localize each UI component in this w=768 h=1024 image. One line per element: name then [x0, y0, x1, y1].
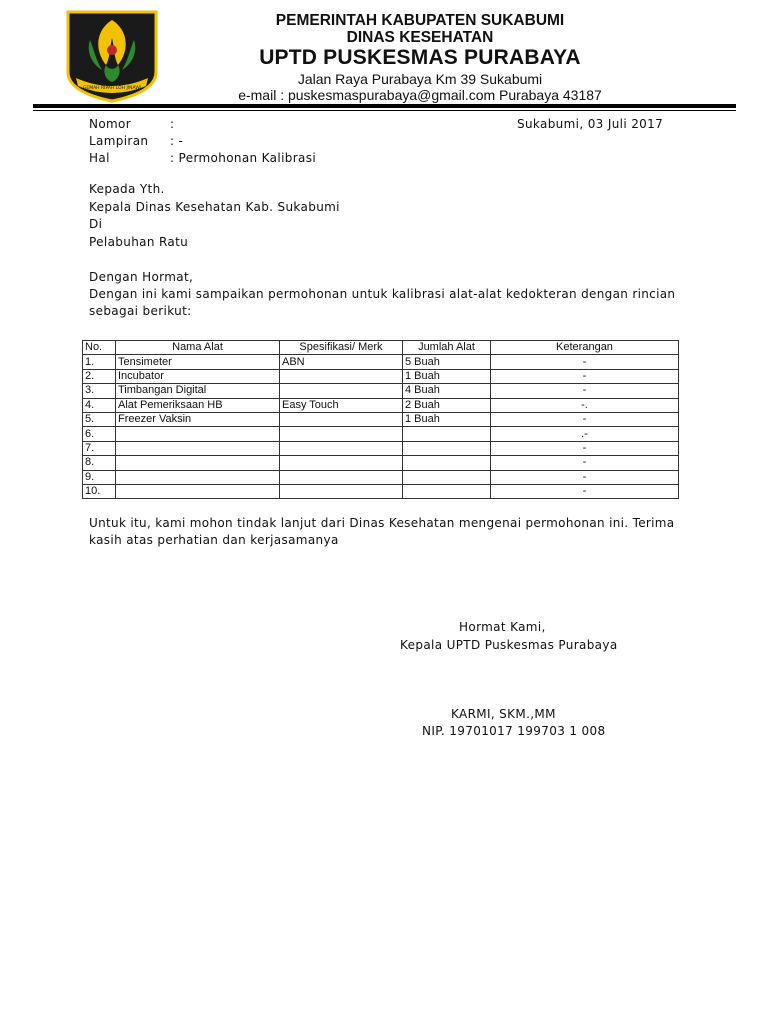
table-row — [83, 412, 679, 426]
closing-line-2: kasih atas perhatian dan kerjasamanya — [89, 533, 339, 547]
nomor-label: Nomor — [89, 117, 132, 131]
cell-keterangan: - — [491, 412, 679, 426]
logo-motto: GEMAH RIPAH LOH JINAWI — [82, 86, 142, 91]
table-row — [83, 456, 679, 470]
cell-no: 7. — [83, 441, 116, 455]
cell-nama-alat — [116, 441, 280, 455]
closing-line-1: Untuk itu, kami mohon tindak lanjut dari Dinas Kesehatan mengenai permohonan ini. Terima — [89, 516, 675, 530]
cell-keterangan: - — [491, 456, 679, 470]
table-header-row — [83, 341, 679, 355]
cell-nama-alat: Timbangan Digital — [116, 384, 280, 398]
signature-position: Kepala UPTD Puskesmas Purabaya — [400, 638, 618, 652]
cell-spesifikasi — [280, 456, 403, 470]
cell-keterangan: - — [491, 484, 679, 498]
cell-keterangan: .- — [491, 427, 679, 441]
signature-name: KARMI, SKM.,MM — [451, 707, 556, 721]
recipient-line-4: Pelabuhan Ratu — [89, 235, 189, 249]
header-jumlah: Jumlah Alat — [403, 341, 491, 355]
intro-line-2: sebagai berikut: — [89, 304, 192, 318]
cell-jumlah — [403, 456, 491, 470]
letterhead-department: DINAS KESEHATAN — [346, 29, 494, 46]
cell-jumlah: 1 Buah — [403, 412, 491, 426]
cell-nama-alat: Tensimeter — [116, 355, 280, 369]
lampiran-value: : - — [170, 134, 184, 148]
signature-greeting: Hormat Kami, — [459, 620, 546, 634]
cell-nama-alat — [116, 470, 280, 484]
cell-no: 5. — [83, 412, 116, 426]
recipient-line-1: Kepada Yth. — [89, 182, 165, 196]
letterhead-address: Jalan Raya Purabaya Km 39 Sukabumi — [297, 71, 543, 87]
cell-no: 10. — [83, 484, 116, 498]
hal-value: : Permohonan Kalibrasi — [170, 151, 316, 165]
cell-nama-alat: Alat Pemeriksaan HB — [116, 398, 280, 412]
recipient-line-2: Kepala Dinas Kesehatan Kab. Sukabumi — [89, 200, 340, 214]
cell-no: 9. — [83, 470, 116, 484]
cell-jumlah — [403, 441, 491, 455]
cell-spesifikasi — [280, 470, 403, 484]
nomor-value: : — [170, 117, 175, 131]
cell-jumlah — [403, 484, 491, 498]
header-no: No. — [83, 341, 116, 355]
header-spesifikasi: Spesifikasi/ Merk — [280, 341, 403, 355]
cell-jumlah: 5 Buah — [403, 355, 491, 369]
letterhead-institution: UPTD PUSKESMAS PURABAYA — [259, 46, 581, 69]
cell-jumlah: 1 Buah — [403, 369, 491, 383]
table-row — [83, 384, 679, 398]
cell-nama-alat — [116, 484, 280, 498]
letterhead-government: PEMERINTAH KABUPATEN SUKABUMI — [275, 12, 565, 29]
table-row — [83, 398, 679, 412]
cell-no: 6. — [83, 427, 116, 441]
cell-no: 4. — [83, 398, 116, 412]
cell-no: 2. — [83, 369, 116, 383]
cell-keterangan: - — [491, 441, 679, 455]
regency-emblem-logo — [66, 10, 158, 103]
cell-keterangan: -. — [491, 398, 679, 412]
letterhead — [170, 12, 670, 103]
cell-spesifikasi: Easy Touch — [280, 398, 403, 412]
cell-no: 1. — [83, 355, 116, 369]
recipient-line-3: Di — [89, 217, 103, 231]
table-row — [83, 441, 679, 455]
table-row — [83, 369, 679, 383]
cell-spesifikasi — [280, 441, 403, 455]
header-keterangan: Keterangan — [491, 341, 679, 355]
cell-no: 8. — [83, 456, 116, 470]
cell-spesifikasi — [280, 369, 403, 383]
calibration-items-table — [82, 340, 679, 499]
cell-nama-alat — [116, 456, 280, 470]
place-date: Sukabumi, 03 Juli 2017 — [517, 117, 664, 131]
cell-jumlah — [403, 427, 491, 441]
intro-line-1: Dengan ini kami sampaikan permohonan untuk kalibrasi alat-alat kedokteran dengan rincian — [89, 287, 676, 301]
cell-keterangan: - — [491, 355, 679, 369]
cell-keterangan: - — [491, 369, 679, 383]
hal-label: Hal — [89, 151, 110, 165]
cell-jumlah: 2 Buah — [403, 398, 491, 412]
cell-spesifikasi — [280, 484, 403, 498]
letterhead-divider-thin — [33, 110, 736, 111]
cell-jumlah — [403, 470, 491, 484]
letterhead-email: e-mail : puskesmaspurabaya@gmail.com Purabaya 43187 — [238, 87, 602, 103]
table-row — [83, 355, 679, 369]
cell-spesifikasi — [280, 412, 403, 426]
cell-jumlah: 4 Buah — [403, 384, 491, 398]
table-row — [83, 484, 679, 498]
cell-nama-alat: Incubator — [116, 369, 280, 383]
cell-spesifikasi: ABN — [280, 355, 403, 369]
cell-no: 3. — [83, 384, 116, 398]
cell-keterangan: - — [491, 470, 679, 484]
cell-keterangan: - — [491, 384, 679, 398]
cell-spesifikasi — [280, 384, 403, 398]
cell-nama-alat — [116, 427, 280, 441]
letterhead-divider-thick — [33, 104, 736, 108]
cell-nama-alat: Freezer Vaksin — [116, 412, 280, 426]
table-row — [83, 427, 679, 441]
header-nama-alat: Nama Alat — [116, 341, 280, 355]
table-row — [83, 470, 679, 484]
signature-nip: NIP. 19701017 199703 1 008 — [422, 724, 606, 738]
lampiran-label: Lampiran — [89, 134, 149, 148]
greeting: Dengan Hormat, — [89, 270, 194, 284]
cell-spesifikasi — [280, 427, 403, 441]
